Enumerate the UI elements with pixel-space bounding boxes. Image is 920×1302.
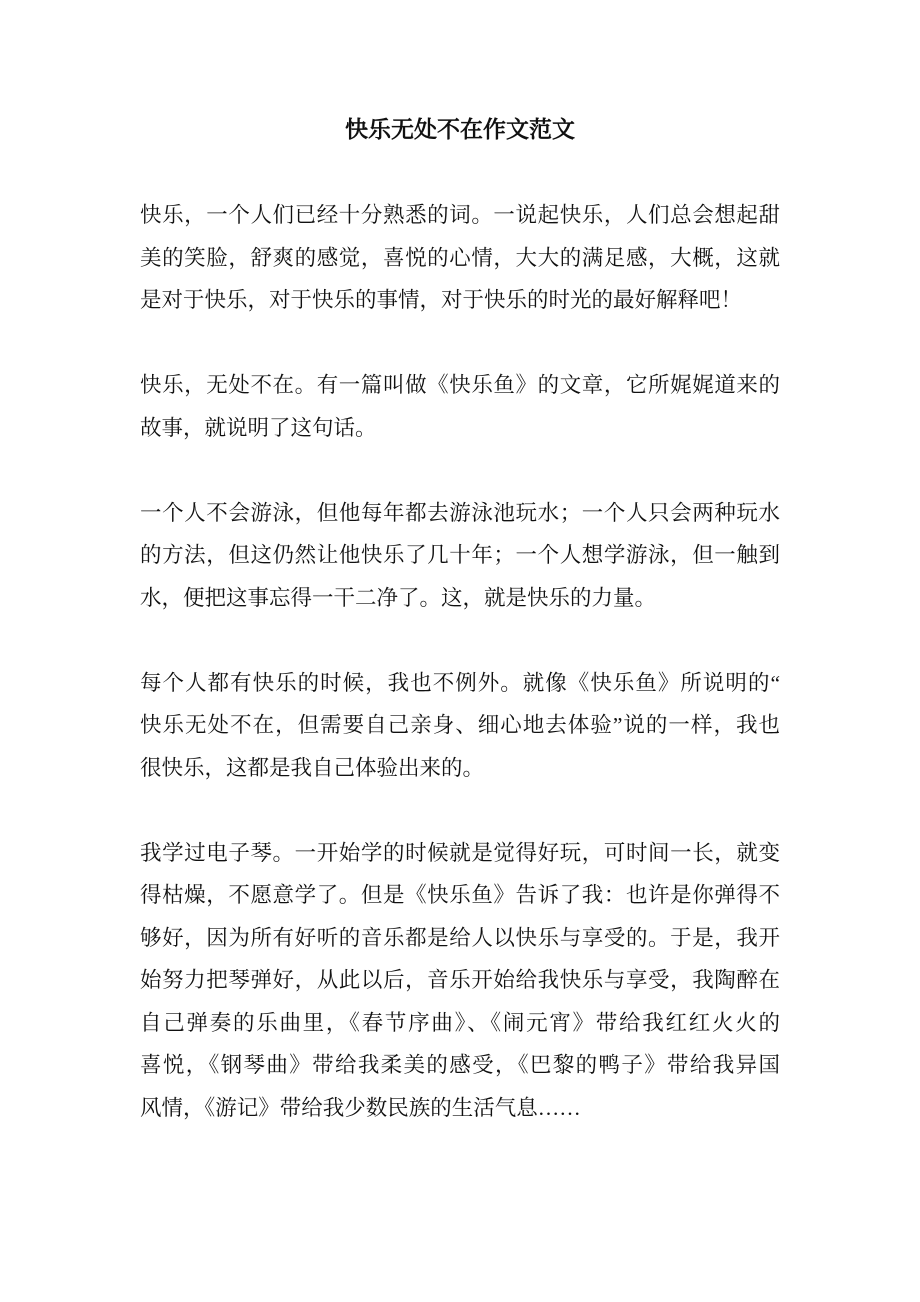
- paragraph-line: 一个人不会游泳，但他每年都去游泳池玩水；一个人只会两种玩水: [140, 500, 780, 525]
- paragraph-line: 美的笑脸，舒爽的感觉，喜悦的心情，大大的满足感，大概，这就: [140, 245, 780, 270]
- paragraph-line: 是对于快乐，对于快乐的事情，对于快乐的时光的最好解释吧！: [140, 288, 743, 312]
- paragraph-line: 我学过电子琴。一开始学的时候就是觉得好玩，可时间一长，就变: [140, 840, 780, 865]
- paragraph-line: 喜悦，《钢琴曲》带给我柔美的感受，《巴黎的鸭子》带给我异国: [140, 1053, 780, 1077]
- paragraph-line: 始努力把琴弹好，从此以后，音乐开始给我快乐与享受，我陶醉在: [140, 968, 780, 992]
- paragraph-line: 快乐，一个人们已经十分熟悉的词。一说起快乐，人们总会想起甜: [140, 203, 780, 227]
- paragraph-line: 水，便把这事忘得一干二净了。这，就是快乐的力量。: [140, 585, 657, 610]
- paragraph-line: 风情，《游记》带给我少数民族的生活气息……: [140, 1095, 581, 1120]
- paragraph-line: 自己弹奏的乐曲里，《春节序曲》、《闹元宵》带给我红红火火的: [140, 1010, 780, 1035]
- paragraph-line: 够好，因为所有好听的音乐都是给人以快乐与享受的。于是，我开: [140, 925, 780, 950]
- document-body: [140, 194, 780, 1172]
- paragraph-line: 很快乐，这都是我自己体验出来的。: [140, 755, 485, 780]
- paragraph-line: 快乐无处不在，但需要自己亲身、细心地去体验”说的一样，我也: [140, 713, 780, 737]
- paragraph: [140, 194, 780, 322]
- paragraph-line: 快乐，无处不在。有一篇叫做《快乐鱼》的文章，它所娓娓道来的: [140, 373, 780, 397]
- paragraph: [140, 364, 780, 449]
- paragraph-line: 每个人都有快乐的时候，我也不例外。就像《快乐鱼》所说明的“: [140, 670, 780, 695]
- paragraph-line: 得枯燥，不愿意学了。但是《快乐鱼》告诉了我：也许是你弹得不: [140, 883, 780, 907]
- paragraph: [140, 832, 780, 1130]
- paragraph-line: 的方法，但这仍然让他快乐了几十年；一个人想学游泳，但一触到: [140, 543, 780, 567]
- paragraph-line: 故事，就说明了这句话。: [140, 415, 377, 440]
- paragraph: [140, 492, 780, 620]
- paragraph: [140, 662, 780, 790]
- document-title: 快乐无处不在作文范文: [345, 117, 575, 143]
